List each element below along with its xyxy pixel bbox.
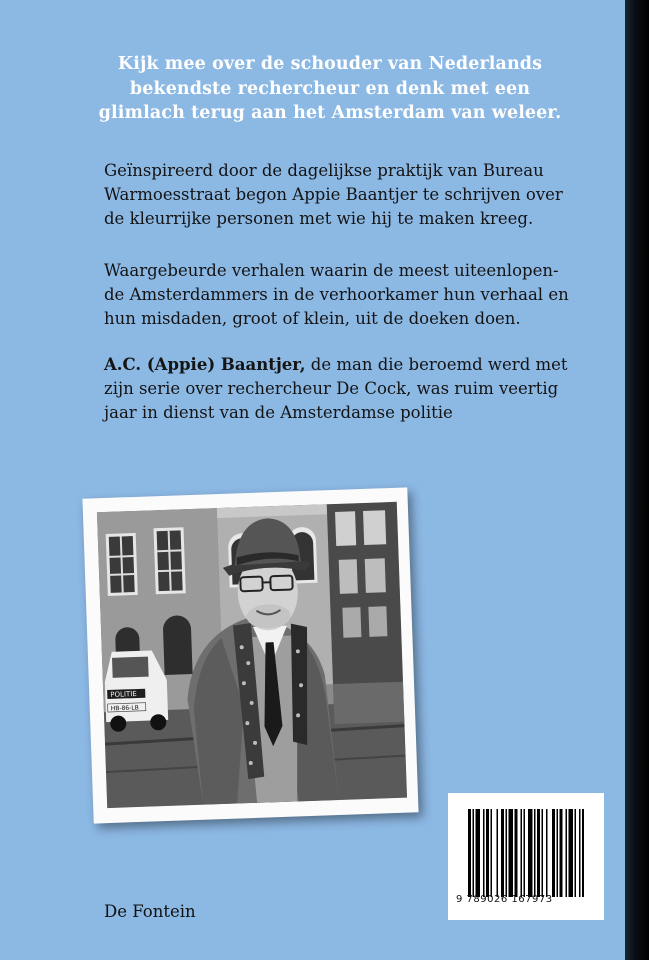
barcode — [448, 793, 604, 920]
barcode-bar — [542, 809, 544, 897]
barcode-bar — [579, 809, 581, 897]
barcode-bar — [486, 809, 489, 897]
barcode-bar — [560, 809, 563, 897]
tagline — [60, 52, 600, 126]
stories-paragraph — [104, 259, 604, 331]
barcode-bar — [537, 809, 540, 897]
license-plate: HB-86-LB — [110, 704, 139, 713]
police-car-sign: POLITIE — [110, 689, 137, 699]
intro-paragraph — [104, 159, 604, 231]
barcode-bar — [557, 809, 559, 897]
barcode-bars — [468, 809, 584, 897]
paragraph-line: de kleurrijke personen met wie hij te maken kreeg. — [104, 209, 534, 228]
barcode-bar — [575, 809, 577, 897]
paragraph-line: de Amsterdammers in de verhoorkamer hun verhaal en — [104, 285, 569, 304]
author-photo-frame — [82, 487, 418, 823]
paragraph-line: Geïnspireerd door de dagelijkse praktijk van Bureau — [104, 161, 544, 180]
barcode-bar — [534, 809, 536, 897]
barcode-bar — [501, 809, 504, 897]
barcode-bar — [509, 809, 514, 897]
isbn-number: 9 789026 167973 — [456, 894, 553, 905]
barcode-bar — [476, 809, 481, 897]
barcode-bar — [468, 809, 471, 897]
barcode-bar — [546, 809, 548, 897]
barcode-bar — [582, 809, 584, 897]
author-paragraph — [104, 353, 604, 425]
paragraph-line: zijn serie over rechercheur De Cock, was ruim veertig — [104, 379, 559, 398]
author-photo — [97, 502, 407, 808]
publisher-name: De Fontein — [104, 902, 196, 921]
author-name: A.C. (Appie) Baantjer, — [104, 355, 306, 374]
barcode-bar — [524, 809, 526, 897]
barcode-bar — [515, 809, 518, 897]
barcode-bar — [566, 809, 568, 897]
paragraph-line-rest: de man die beroemd werd met — [305, 355, 568, 374]
barcode-bar — [483, 809, 485, 897]
paragraph-line: Waargebeurde verhalen waarin de meest uiteenlopen- — [104, 261, 559, 280]
book-spine — [625, 0, 649, 960]
barcode-bar — [473, 809, 475, 897]
barcode-bar — [506, 809, 508, 897]
barcode-bar — [569, 809, 574, 897]
paragraph-line — [104, 353, 604, 377]
paragraph-line: Warmoesstraat begon Appie Baantjer te schrijven over — [104, 185, 563, 204]
tagline-line: glimlach terug aan het Amsterdam van weleer. — [98, 103, 562, 123]
barcode-bar — [497, 809, 499, 897]
paragraph-line: jaar in dienst van de Amsterdamse politie — [104, 403, 453, 422]
tagline-line: Kijk mee over de schouder van Nederlands — [117, 54, 543, 74]
barcode-bar — [528, 809, 533, 897]
barcode-bar — [521, 809, 523, 897]
paragraph-line: hun misdaden, groot of klein, uit de doeken doen. — [104, 309, 521, 328]
tagline-line: bekendste rechercheur en denk met een — [129, 78, 531, 99]
barcode-bar — [552, 809, 555, 897]
barcode-bar — [491, 809, 493, 897]
